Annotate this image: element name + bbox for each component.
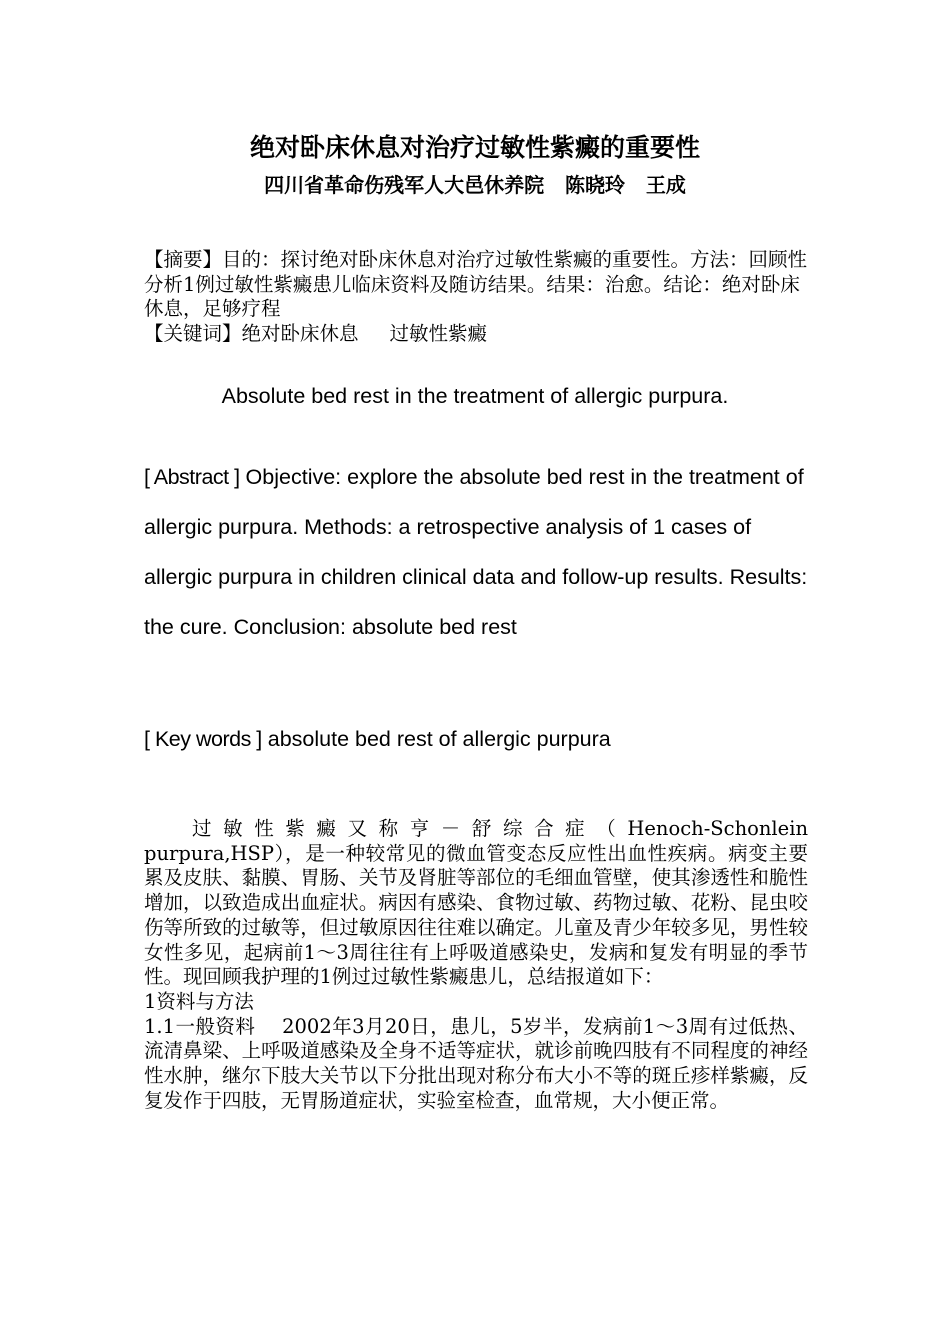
chinese-abstract [144,248,808,322]
subsection-heading: 1.1一般资料 [144,1014,256,1038]
abstract-text-cn: 目的：探讨绝对卧床休息对治疗过敏性紫癜的重要性。方法：回顾性分析1例过敏性紫癜患儿临床资料及随访结果。结果：治愈。结论：绝对卧床休息，足够疗程 [144,248,808,321]
keyword-cn-2: 过敏性紫癜 [389,322,488,346]
keywords-text-en: absolute bed rest of allergic purpura [261,727,611,751]
english-keywords [144,724,816,754]
affiliation: 四川省革命伤残军人大邑休养院 [264,173,545,197]
subsection-text: 2002年3月20日，患儿，5岁半，发病前1～3周有过低热、流清鼻梁、上呼吸道感染及全身不适等症状，就诊前晚四肢有不同程度的神经性水肿，继尔下肢大关节以下分批出现对称分布大小不等的斑丘疹样紫癜，反复发作于四肢，无胃肠道症状，实验室检查，血常规，大小便正常。 [144,1014,809,1112]
keyword-cn-1: 绝对卧床休息 [241,322,359,346]
abstract-label-en: [ Abstract ] [144,465,240,489]
author-line [0,170,950,200]
keywords-label-en: [ Key words ] [144,727,262,751]
author-2: 王成 [645,173,686,197]
keywords-label-cn: 【关键词】 [144,322,242,346]
english-title: Absolute bed rest in the treatment of allergic purpura. [221,384,729,408]
chinese-keywords [144,322,808,347]
intro-paragraph: 过敏性紫癜又称亨－舒综合症（Henoch-Schonlein purpura,HSP），是一种较常见的微血管变态反应性出血性疾病。病变主要累及皮肤、黏膜、胃肠、关节及肾脏等部位的毛细血管壁，使其渗透性和脆性增加，以致造成出血症状。病因有感染、食物过敏、药物过敏、花粉、昆虫咬伤等所致的过敏等，但过敏原因往往难以确定。儿童及青少年较多见，男性较女性多见，起病前1～3周往往有上呼吸道感染史，发病和复发有明显的季节性。现回顾我护理的1例过过敏性紫癜患儿，总结报道如下： [144,817,808,989]
section-heading: 1资料与方法 [144,989,254,1013]
english-abstract [144,452,816,652]
author-1: 陈晓玲 [565,173,625,197]
subsection-paragraph [144,1015,808,1114]
abstract-label-cn: 【摘要】 [144,248,223,271]
article-body [144,817,808,1113]
article-title: 绝对卧床休息对治疗过敏性紫癜的重要性 [249,133,700,162]
abstract-text-en: Objective: explore the absolute bed rest in the treatment of allergic purpura. Methods: a retrospective analysis of 1 cases of allergic purpura in children clinical data and follow-up results. Results: the cure. Conclusion: absolute bed rest [144,465,808,639]
chinese-abstract-block [144,248,808,347]
